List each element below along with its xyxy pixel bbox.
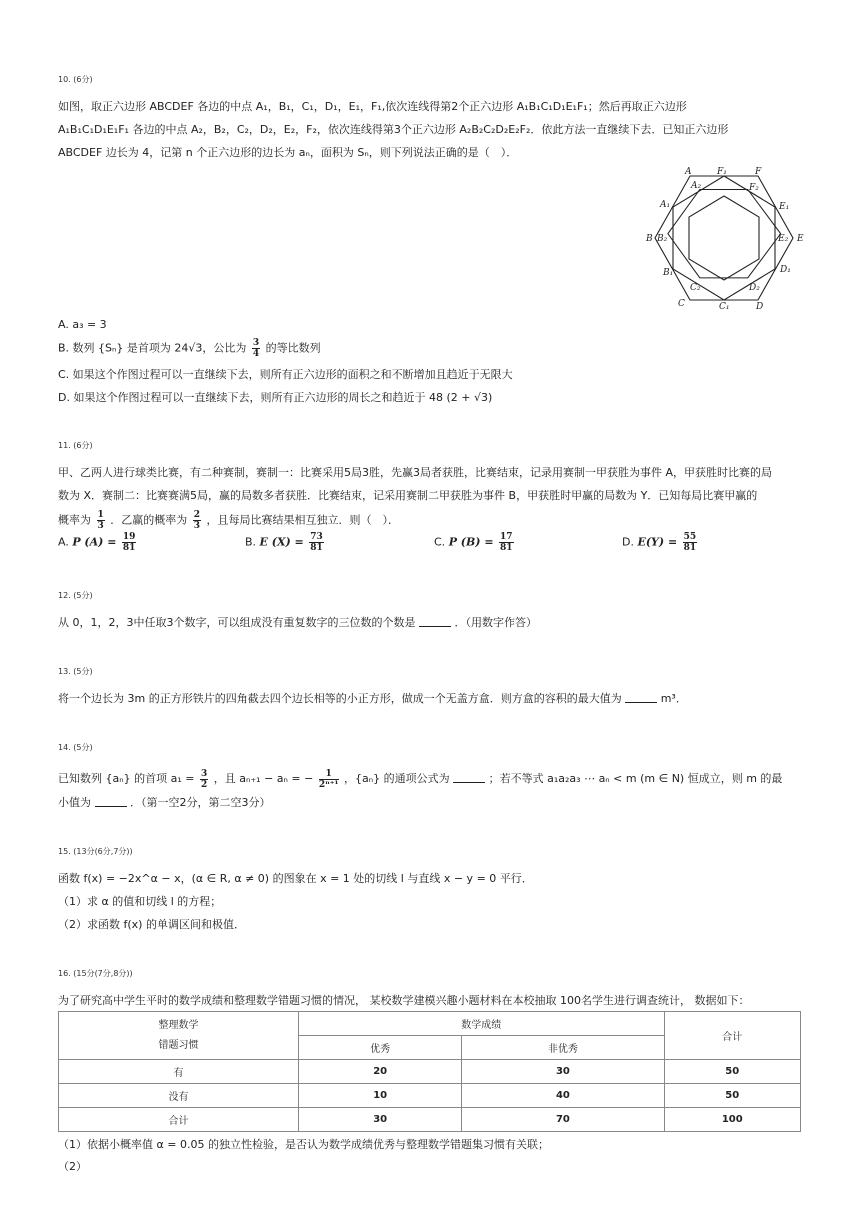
question-16-part-2: （2） xyxy=(58,1160,87,1173)
label-B: B xyxy=(646,234,653,244)
question-10-option-b xyxy=(58,338,321,359)
question-14-line-2: 小值为 ．（第一空2分，第二空3分） xyxy=(58,796,271,809)
figure-labels xyxy=(645,167,804,312)
question-13-number: 13. (5分) xyxy=(58,667,93,676)
label-D: D xyxy=(756,302,764,312)
nested-hexagon-figure xyxy=(645,166,810,316)
question-11-number: 11. (6分) xyxy=(58,441,93,450)
win-prob-fraction: $\frac{1}{3}$ xyxy=(97,510,104,531)
table-row: 有 20 30 50 xyxy=(59,1060,801,1084)
option-b-suffix: 的等比数列 xyxy=(265,341,321,355)
question-11-line-1: 甲、乙两人进行球类比赛，有二种赛制，赛制一：比赛采用5局3胜，先赢3局者获胜，比赛结束，记录用赛制一甲获胜为事件 A，甲获胜时比赛的局 xyxy=(58,466,773,479)
question-11-option-d: D. E(Y) = $\frac{55}{81}$ xyxy=(622,532,697,553)
question-12-number: 12. (5分) xyxy=(58,591,93,600)
table-subheader-excellent: 优秀 xyxy=(298,1036,461,1060)
question-14-line-1: 已知数列 {aₙ} 的首项 a₁ = $\frac{3}{2}$ ，且 aₙ₊₁ − aₙ = − $\frac{1}{\text{2ⁿ⁺¹}}$ ，{aₙ} 的通项公式为 ；若不等式 a₁a₂a₃ ⋯ aₙ < m (m ∈ N) 恒成立，则 m 的最 xyxy=(58,768,783,790)
question-13-text: 将一个边长为 3m 的正方形铁片的四角截去四个边长相等的小正方形，做成一个无盖方盒．则方盒的容积的最大值为 m³． xyxy=(58,692,687,705)
hexagon-third xyxy=(668,190,781,278)
question-10-line-2: A₁B₁C₁D₁E₁F₁ 各边的中点 A₂，B₂，C₂，D₂，E₂，F₂，依次连线得第3个正六边形 A₂B₂C₂D₂E₂F₂．依此方法一直继续下去．已知正六边形 xyxy=(58,123,729,136)
question-12-text: 从 0，1，2，3中任取3个数字，可以组成没有重复数字的三位数的个数是 ．（用数字作答） xyxy=(58,616,537,629)
question-15-number: 15. (13分(6分,7分)) xyxy=(58,847,133,856)
answer-blank-2[interactable] xyxy=(95,796,127,807)
table-row: 没有 10 40 50 xyxy=(59,1084,801,1108)
question-11-line-3: 概率为 $\frac{1}{3}$ ．乙赢的概率为 $\frac{2}{3}$ ，且每局比赛结果相互独立．则（ ）． xyxy=(58,510,400,531)
label-F2: F₂ xyxy=(749,183,759,193)
label-B2: B₂ xyxy=(657,234,668,244)
table-subheader-nonexcellent: 非优秀 xyxy=(462,1036,664,1060)
label-E2: E₂ xyxy=(778,234,789,244)
lose-prob-fraction: $\frac{2}{3}$ xyxy=(193,510,201,531)
question-10-line-3: ABCDEF 边长为 4，记第 n 个正六边形的边长为 aₙ，面积为 Sₙ，则下列说法正确的是（ ）． xyxy=(58,146,518,159)
question-10-number: 10. (6分) xyxy=(58,75,93,84)
question-10-option-c: C. 如果这个作图过程可以一直继续下去，则所有正六边形的面积之和不断增加且趋近于无限大 xyxy=(58,368,513,381)
answer-blank[interactable] xyxy=(625,692,657,703)
question-14-number: 14. (5分) xyxy=(58,743,93,752)
question-15-line-2: （1）求 α 的值和切线 l 的方程； xyxy=(58,895,222,908)
label-A2: A₂ xyxy=(691,181,702,191)
option-b-text: B. 数列 {Sₙ} 是首项为 24√3，公比为 xyxy=(58,341,247,355)
hexagon-outer xyxy=(655,176,793,300)
label-C1: C₁ xyxy=(719,302,730,312)
question-11-option-b: B. E (X) = $\frac{73}{81}$ xyxy=(245,532,323,553)
label-A: A xyxy=(685,167,692,177)
table-corner-header: 整理数学 错题习惯 xyxy=(59,1012,299,1060)
table-total-header: 合计 xyxy=(664,1012,801,1060)
hexagon-second xyxy=(673,176,775,300)
option-b-ratio-fraction: $\frac{3}{4}$ xyxy=(252,338,260,359)
hexagon-fourth xyxy=(689,196,759,280)
question-15-line-3: （2）求函数 f(x) 的单调区间和极值． xyxy=(58,918,245,931)
label-D2: D₂ xyxy=(749,283,760,293)
label-F1: F₁ xyxy=(717,167,727,177)
question-16-part-1: （1）依据小概率值 α = 0.05 的独立性检验，是否认为数学成绩优秀与整理数学错题集习惯有关联； xyxy=(58,1138,549,1151)
contingency-table xyxy=(58,1011,801,1132)
table-group-header: 数学成绩 xyxy=(298,1012,664,1036)
label-A1: A₁ xyxy=(660,200,671,210)
label-B1: B₁ xyxy=(663,268,674,278)
question-15-line-1: 函数 f(x) = −2x^α − x，(α ∈ R, α ≠ 0) 的图象在 x = 1 处的切线 l 与直线 x − y = 0 平行． xyxy=(58,872,533,885)
label-E1: E₁ xyxy=(779,202,790,212)
question-11-option-a: A. P (A) = $\frac{19}{81}$ xyxy=(58,532,136,553)
answer-blank-1[interactable] xyxy=(453,772,485,783)
label-E: E xyxy=(797,234,804,244)
question-10-line-1: 如图，取正六边形 ABCDEF 各边的中点 A₁，B₁，C₁，D₁，E₁，F₁,依次连线得第2个正六边形 A₁B₁C₁D₁E₁F₁；然后再取正六边形 xyxy=(58,100,687,113)
question-16-number: 16. (15分(7分,8分)) xyxy=(58,969,133,978)
label-C2: C₂ xyxy=(690,283,701,293)
table-row: 合计 30 70 100 xyxy=(59,1108,801,1132)
label-F: F xyxy=(755,167,762,177)
question-10-option-d: D. 如果这个作图过程可以一直继续下去，则所有正六边形的周长之和趋近于 48 (2 + √3) xyxy=(58,391,493,404)
question-10-option-a: A. a₃ = 3 xyxy=(58,318,107,331)
label-C: C xyxy=(678,299,685,309)
question-11-option-c: C. P (B) = $\frac{17}{81}$ xyxy=(434,532,513,553)
label-D1: D₁ xyxy=(780,265,791,275)
question-16-intro: 为了研究高中学生平时的数学成绩和整理数学错题习惯的情况， 某校数学建模兴趣小题材料在本校抽取 100名学生进行调查统计， 数据如下： xyxy=(58,994,750,1007)
answer-blank[interactable] xyxy=(419,616,451,627)
question-11-line-2: 数为 X．赛制二：比赛赛满5局，赢的局数多者获胜．比赛结束，记采用赛制二甲获胜为事件 B，甲获胜时甲赢的局数为 Y．已知每局比赛甲赢的 xyxy=(58,489,758,502)
